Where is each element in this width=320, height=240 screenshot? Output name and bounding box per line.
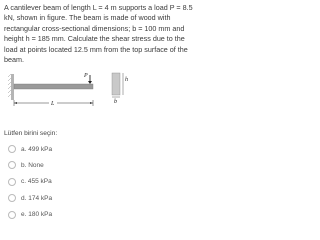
width-label: b [114,99,117,105]
radio-button[interactable] [8,178,16,186]
option-label: c. 455 kPa [21,178,52,186]
radio-button[interactable] [8,161,16,169]
answer-prompt: Lütfen birini seçin: [4,130,58,137]
option-b[interactable] [4,160,194,170]
option-d[interactable] [4,193,194,203]
option-a[interactable] [4,144,194,154]
length-arrow-left [14,102,17,104]
radio-button[interactable] [8,145,16,153]
wall-support [11,74,14,100]
radio-button[interactable] [8,211,16,219]
height-label: h [125,77,128,83]
option-label: b. None [21,161,44,169]
wall-hatching [8,74,11,97]
option-label: d. 174 kPa [21,194,53,202]
question-text: A cantilever beam of length L = 4 m supports a load P = 8.5 kN, shown in figure. The beam is made of wood with rectangular cross-sectional dimensions; b = 100 mm and height h = 185 mm. Calculate the shear stress due to the load at points located 12.5 mm from the top surface of the beam. [4,3,193,65]
beam [14,84,93,89]
answer-options [4,144,194,226]
option-c[interactable] [4,177,194,187]
option-label: e. 180 kPa [21,211,53,219]
option-e[interactable] [4,210,194,220]
length-label: L [51,101,55,107]
length-arrow-right [90,102,93,104]
option-label: a. 499 kPa [21,145,53,153]
load-label: P [84,73,88,79]
radio-button[interactable] [8,194,16,202]
cross-section [112,73,120,95]
load-arrow-head [88,81,92,84]
